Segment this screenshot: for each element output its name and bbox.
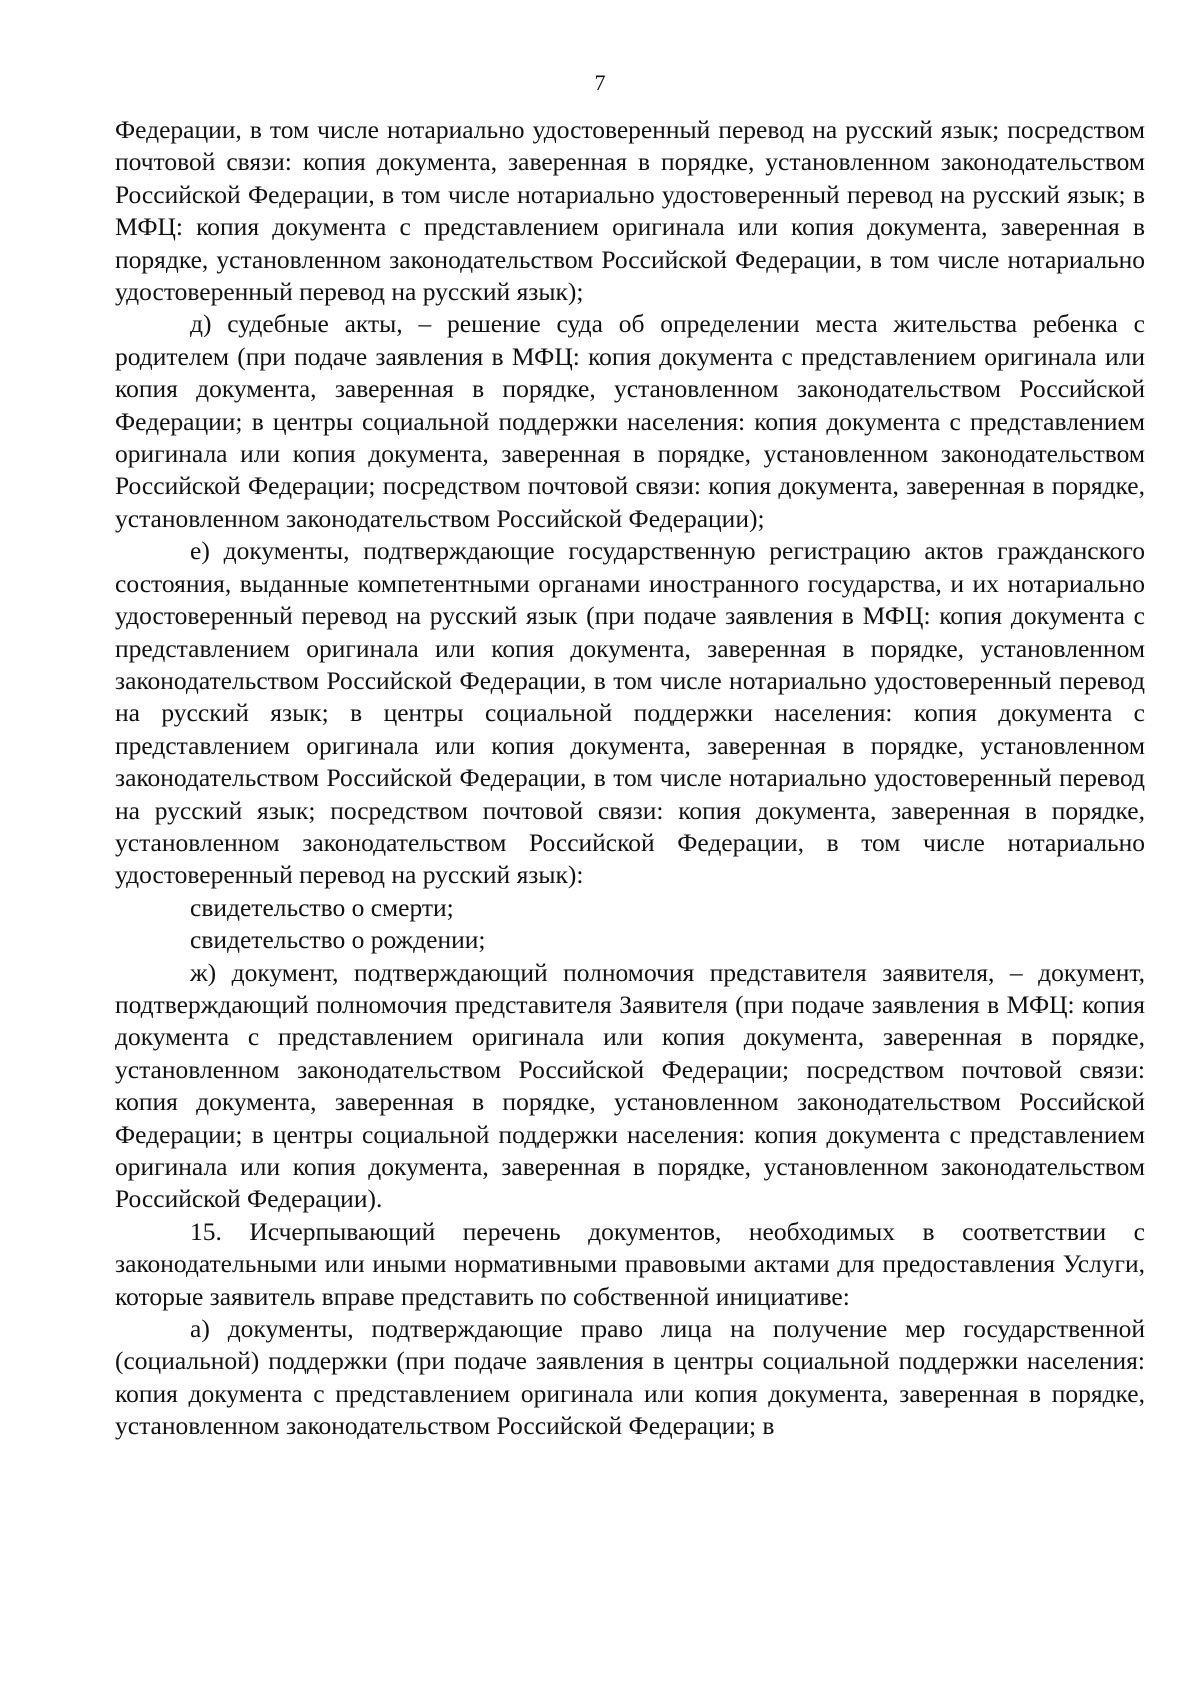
paragraph-birth-certificate: свидетельство о рождении; [190,925,486,955]
page-number: 7 [594,70,606,95]
paragraph-continuation: Федерации, в том числе нотариально удостоверенный перевод на русский язык; посредством почтовой связи: копия документа, заверенная в порядке, установленном законодательством Российской Федерации, в том числе нотариально удостоверенный перевод на русский язык; в МФЦ: копия документа с представлением оригинала или копия документа, заверенная в порядке, установленном законодательством Российской Федерации, в том числе нотариально удостоверенный перевод на русский язык); [115,115,1145,307]
paragraph-item-zh: ж) документ, подтверждающий полномочия представителя заявителя, – документ, подтверждающий полномочия представителя Заявителя (при подаче заявления в МФЦ: копия документа с представлением оригинала или копия документа, заверенная в порядке, установленном законодательством Российской Федерации; посредством почтовой связи: копия документа, заверенная в порядке, установленном законодательством Российской Федерации; в центры социальной поддержки населения: копия документа с представлением оригинала или копия документа, заверенная в порядке, установленном законодательством Российской Федерации). [115,957,1145,1214]
paragraph-item-d: д) судебные акты, – решение суда об определении места жительства ребенка с родителем (при подаче заявления в МФЦ: копия документа с представлением оригинала или копия документа, заверенная в порядке, установленном законодательством Российской Федерации; в центры социальной поддержки населения: копия документа с представлением оригинала или копия документа, заверенная в порядке, установленном законодательством Российской Федерации; посредством почтовой связи: копия документа, заверенная в порядке, установленном законодательством Российской Федерации); [115,309,1145,533]
paragraph-death-certificate: свидетельство о смерти; [190,892,454,922]
document-body [115,114,1145,1443]
paragraph-item-a: а) документы, подтверждающие право лица на получение мер государственной (социальной) поддержки (при подаче заявления в центры социальной поддержки населения: копия документа с представлением оригинала или копия документа, заверенная в порядке, установленном законодательством Российской Федерации; в [115,1314,1145,1441]
paragraph-item-e: е) документы, подтверждающие государственную регистрацию актов гражданского состояния, выданные компетентными органами иностранного государства, и их нотариально удостоверенный перевод на русский язык (при подаче заявления в МФЦ: копия документа с представлением оригинала или копия документа, заверенная в порядке, установленном законодательством Российской Федерации, в том числе нотариально удостоверенный перевод на русский язык; в центры социальной поддержки населения: копия документа с представлением оригинала или копия документа, заверенная в порядке, установленном законодательством Российской Федерации, в том числе нотариально удостоверенный перевод на русский язык; посредством почтовой связи: копия документа, заверенная в порядке, установленном законодательством Российской Федерации, в том числе нотариально удостоверенный перевод на русский язык): [115,536,1145,890]
paragraph-section-15: 15. Исчерпывающий перечень документов, необходимых в соответствии с законодательными или иными нормативными правовыми актами для предоставления Услуги, которые заявитель вправе представить по собственной инициативе: [115,1216,1145,1311]
